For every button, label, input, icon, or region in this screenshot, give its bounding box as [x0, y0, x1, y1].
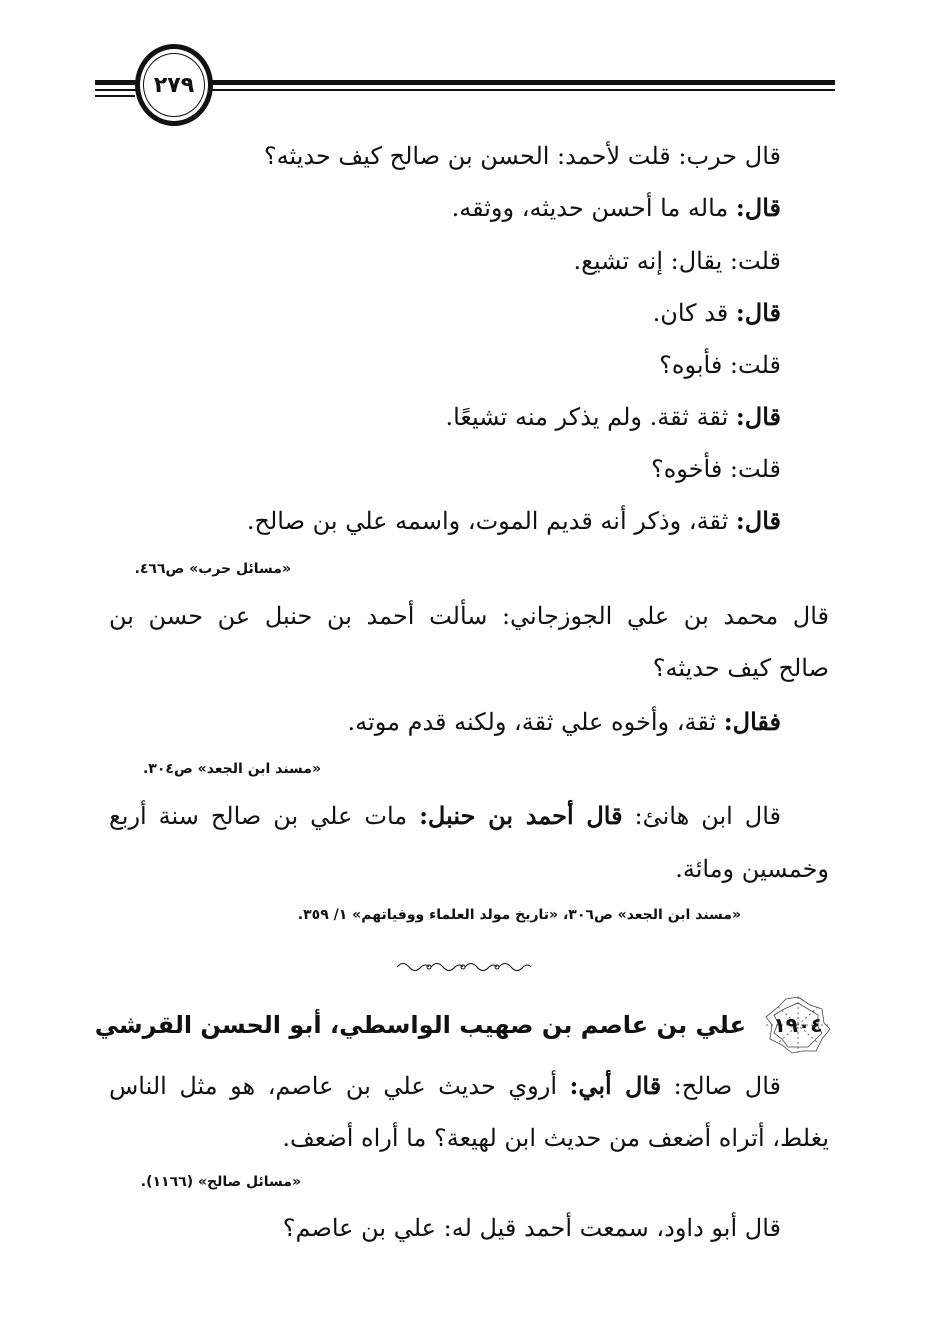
text-line: وخمسين ومائة. [675, 855, 829, 883]
text-line: يغلط، أتراه أضعف من حديث ابن لهيعة؟ ما أراه أضعف. [282, 1124, 829, 1152]
speaker-label: قال أبي: [569, 1071, 662, 1100]
speaker-label: قال أحمد بن حنبل: [419, 801, 623, 830]
text-line: قلت: فأبوه؟ [659, 351, 781, 379]
line-text: قد كان. [652, 299, 736, 327]
line-text: قال صالح: [661, 1072, 781, 1100]
page-header [95, 44, 835, 136]
source-citation: «مسند ابن الجعد» ص٣٠٦، «تاريخ مولد العلماء ووفياتهم» ١/ ٣٥٩. [297, 907, 741, 923]
line-text: ثقة، وأخوه علي ثقة، ولكنه قدم موته. [347, 708, 724, 736]
text-line [247, 505, 781, 537]
line-text: مات علي بن صالح سنة أربع [109, 802, 420, 830]
page-number-badge [135, 44, 213, 126]
ornament-divider [395, 960, 545, 974]
page-number: ٢٧٩ [143, 53, 205, 117]
text-line: قال محمد بن علي الجوزجاني: سألت أحمد بن حنبل عن حسن بن [109, 602, 829, 630]
text-line: قال أبو داود، سمعت أحمد قيل له: علي بن عاصم؟ [282, 1214, 781, 1242]
line-text: ثقة، وذكر أنه قديم الموت، واسمه علي بن صالح. [246, 507, 736, 535]
source-citation: «مسند ابن الجعد» ص٣٠٤. [142, 761, 321, 777]
text-line [452, 192, 781, 224]
speaker-label: فقال: [723, 707, 781, 736]
entry-number-badge [764, 995, 832, 1055]
text-line [109, 1070, 781, 1102]
text-line: قال حرب: قلت لأحمد: الحسن بن صالح كيف حديثه؟ [263, 142, 781, 170]
line-text: ماله ما أحسن حديثه، ووثقه. [451, 194, 736, 222]
source-citation: «مسائل حرب» ص٤٦٦. [134, 561, 291, 577]
speaker-label: قال: [735, 193, 781, 222]
text-line: صالح كيف حديثه؟ [652, 654, 829, 682]
entry-number: ١٩٠٤ [773, 1013, 823, 1037]
source-citation: «مسائل صالح» (١١٦٦). [140, 1174, 301, 1190]
text-line [348, 706, 781, 738]
line-text: قال ابن هانئ: [622, 802, 781, 830]
text-line [109, 800, 781, 832]
text-line [445, 401, 781, 433]
text-line: قلت: فأخوه؟ [650, 455, 781, 483]
text-line: قلت: يقال: إنه تشيع. [573, 247, 781, 275]
speaker-label: قال: [735, 506, 781, 535]
line-text: ثقة ثقة. ولم يذكر منه تشيعًا. [445, 403, 736, 431]
header-left-rule [95, 95, 135, 97]
text-line [653, 297, 781, 329]
line-text: أروي حديث علي بن عاصم، هو مثل الناس [109, 1072, 570, 1100]
entry-heading: علي بن عاصم بن صهيب الواسطي، أبو الحسن القرشي [94, 1011, 746, 1039]
speaker-label: قال: [735, 298, 781, 327]
speaker-label: قال: [735, 402, 781, 431]
